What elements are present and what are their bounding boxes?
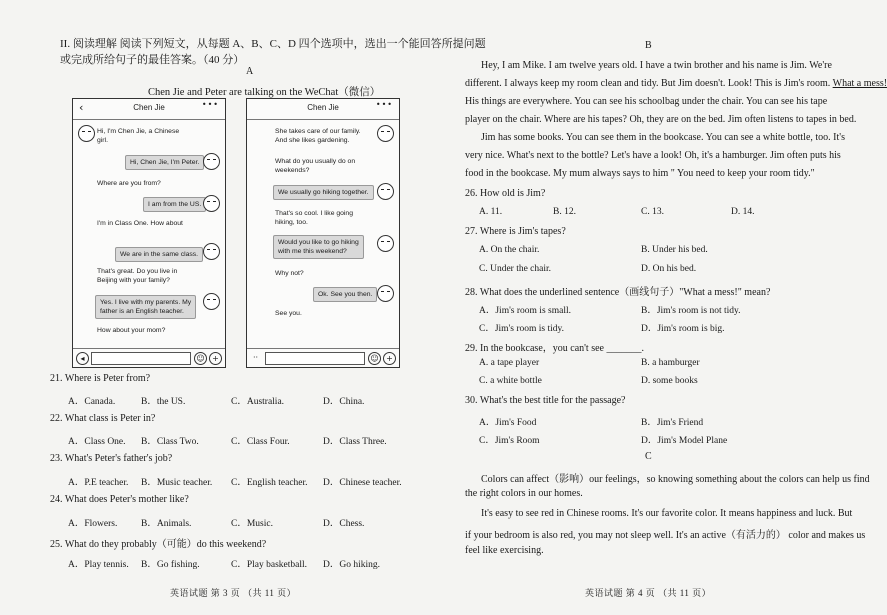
section-a-heading: A <box>246 66 254 77</box>
option-b: B．Jim's Friend <box>641 418 704 428</box>
option-d: D. On his bed. <box>641 264 697 274</box>
question-24: 24. What does Peter's mother like? <box>50 494 189 505</box>
option-d: D. some books <box>641 376 698 386</box>
option-c: C．Australia. <box>231 397 285 407</box>
instruction-line-2: 或完成所给句子的最佳答案。（40 分） <box>60 54 245 66</box>
option-b: B. 12. <box>553 207 576 217</box>
phone-1-input-bar <box>73 348 225 367</box>
phone-2-header <box>247 99 399 120</box>
option-a: A．Flowers. <box>68 519 118 529</box>
option-d: D．Chess. <box>323 519 365 529</box>
question-30: 30. What's the best title for the passage? <box>465 395 626 406</box>
voice-icon[interactable]: ◂ <box>76 352 89 365</box>
option-a: A．Play tennis. <box>68 560 129 570</box>
option-c: C. 13. <box>641 207 664 217</box>
page-footer-4: 英语试题 第 4 页 （共 11 页） <box>585 588 712 598</box>
option-d: D．Chinese teacher. <box>323 478 402 488</box>
question-29: 29. In the bookcase，you can't see _______. <box>465 343 644 354</box>
instruction-line-1: II. 阅读理解 阅读下列短文，从每题 A、B、C、D 四个选项中，选出一个能回答所提问题 <box>60 38 486 50</box>
contact-name: Chen Jie <box>307 103 339 112</box>
option-a: A．Canada. <box>68 397 116 407</box>
option-d: D．Go hiking. <box>323 560 381 570</box>
option-a: A．Jim's room is small. <box>479 306 571 316</box>
avatar-icon <box>203 153 220 170</box>
avatar-icon <box>377 183 394 200</box>
message-input[interactable] <box>91 352 191 365</box>
chat-title: Chen Jie and Peter are talking on the WeChat（微信） <box>148 87 381 98</box>
option-d: D．Jim's room is big. <box>641 324 725 334</box>
message-input[interactable] <box>265 352 365 365</box>
chat-message: What do you usually do on weekends? <box>275 158 356 174</box>
question-27: 27. Where is Jim's tapes? <box>465 226 566 237</box>
chat-bubble: Hi, Chen Jie, I'm Peter. <box>125 155 204 170</box>
passage-b-line <box>465 78 887 89</box>
option-c: C. Under the chair. <box>479 264 552 274</box>
passage-b-line: player on the chair. Where are his tapes? Oh, they are on the bed. Jim often listens to tapes in bed. <box>465 114 857 125</box>
option-b: B．Music teacher. <box>141 478 213 488</box>
add-icon[interactable]: + <box>209 352 222 365</box>
option-a: A．Class One. <box>68 437 126 447</box>
chat-message: Where are you from? <box>97 180 161 187</box>
avatar-icon <box>203 195 220 212</box>
emoji-icon[interactable]: ☺ <box>194 352 207 365</box>
phone-2-input-bar <box>247 348 399 367</box>
add-icon[interactable]: + <box>383 352 396 365</box>
avatar-icon <box>203 293 220 310</box>
option-c: C．English teacher. <box>231 478 308 488</box>
passage-b-line: His things are everywhere. You can see his schoolbag under the chair. You can see his tape <box>465 96 828 107</box>
option-b: B．Go fishing. <box>141 560 200 570</box>
avatar-icon <box>78 125 95 142</box>
page-footer-3: 英语试题 第 3 页 （共 11 页） <box>170 588 297 598</box>
avatar-icon <box>377 285 394 302</box>
passage-c-line: Colors can affect（影响）our feelings，so knowing something about the colors can help us find <box>481 474 870 485</box>
avatar-icon <box>377 125 394 142</box>
phone-1-header <box>73 99 225 120</box>
section-c-heading: C <box>645 451 652 462</box>
option-d: D．Jim's Model Plane <box>641 436 728 446</box>
option-b: B．Jim's room is not tidy. <box>641 306 741 316</box>
dots-icon[interactable]: ·· <box>252 353 259 362</box>
phone-chat-1 <box>72 98 226 368</box>
passage-b-line: Hey, I am Mike. I am twelve years old. I have a twin brother and his name is Jim. We're <box>481 60 832 71</box>
option-a: A. a tape player <box>479 358 540 368</box>
option-c: C. a white bottle <box>479 376 542 386</box>
question-28: 28. What does the underlined sentence（画线句子）"What a mess!" mean? <box>465 287 771 298</box>
option-b: B．Animals. <box>141 519 192 529</box>
passage-b-line-text: different. I always keep my room clean and tidy. But Jim doesn't. Look! This is Jim's room. <box>465 78 831 89</box>
chat-message: I'm in Class One. How about <box>97 220 183 227</box>
passage-b-line: very nice. What's next to the bottle? Let's have a look! Oh, it's a hamburger. Jim often puts his <box>465 150 841 161</box>
option-d: D. 14. <box>731 207 755 217</box>
chat-bubble: I am from the US. <box>143 197 206 212</box>
question-21: 21. Where is Peter from? <box>50 373 151 384</box>
passage-c-line: feel like exercising. <box>465 545 544 556</box>
option-d: D．Class Three. <box>323 437 387 447</box>
chat-message: How about your mom? <box>97 327 166 334</box>
chat-message: Why not? <box>275 270 304 277</box>
option-c: C．Play basketball. <box>231 560 307 570</box>
option-d: D．China. <box>323 397 365 407</box>
option-c: C．Jim's Room <box>479 436 540 446</box>
chat-bubble: Yes. I live with my parents. My father is an English teacher. <box>95 295 196 319</box>
chat-message: That's so cool. I like going hiking, too. <box>275 210 353 226</box>
question-26: 26. How old is Jim? <box>465 188 546 199</box>
chat-message: Hi, I'm Chen Jie, a Chinese girl. <box>97 128 180 144</box>
option-b: B. Under his bed. <box>641 245 708 255</box>
back-icon[interactable]: ‹ <box>79 101 84 114</box>
more-icon[interactable]: ••• <box>375 100 393 109</box>
chat-message: See you. <box>275 310 302 317</box>
contact-name: Chen Jie <box>133 103 165 112</box>
passage-c-line: if your bedroom is also red, you may not sleep well. It's an active（有活力的） color and makes us <box>465 530 866 541</box>
right-page <box>445 0 887 615</box>
option-c: C．Music. <box>231 519 273 529</box>
chat-bubble: Would you like to go hiking with me this weekend? <box>273 235 364 259</box>
avatar-icon <box>203 243 220 260</box>
question-22: 22. What class is Peter in? <box>50 413 156 424</box>
phone-chat-2 <box>246 98 400 368</box>
option-c: C．Jim's room is tidy. <box>479 324 565 334</box>
option-b: B. a hamburger <box>641 358 700 368</box>
question-25: 25. What do they probably（可能）do this weekend? <box>50 539 267 550</box>
underlined-sentence: What a mess! <box>832 78 887 89</box>
passage-c-line: It's easy to see red in Chinese rooms. It's our favorite color. It means happiness and luck. But <box>481 508 853 519</box>
chat-bubble: Ok. See you then. <box>313 287 377 302</box>
question-23: 23. What's Peter's father's job? <box>50 453 173 464</box>
passage-b-line: Jim has some books. You can see them in the bookcase. You can see a white bottle, too. It's <box>481 132 845 143</box>
option-c: C．Class Four. <box>231 437 290 447</box>
option-a: A. 11. <box>479 207 503 217</box>
passage-b-line: food in the bookcase. My mum always says to him " You need to keep your room tidy." <box>465 168 815 179</box>
passage-c-line: the right colors in our homes. <box>465 488 583 499</box>
chat-message: She takes care of our family. And she likes gardening. <box>275 128 361 144</box>
option-a: A. On the chair. <box>479 245 540 255</box>
option-b: B．the US. <box>141 397 186 407</box>
chat-message: That's great. Do you live in Beijing with your family? <box>97 268 178 284</box>
chat-bubble: We are in the same class. <box>115 247 203 262</box>
more-icon[interactable]: ••• <box>201 100 219 109</box>
emoji-icon[interactable]: ☺ <box>368 352 381 365</box>
section-b-heading: B <box>645 40 652 51</box>
avatar-icon <box>377 235 394 252</box>
option-a: A．P.E teacher. <box>68 478 129 488</box>
option-a: A．Jim's Food <box>479 418 537 428</box>
chat-bubble: We usually go hiking together. <box>273 185 374 200</box>
option-b: B．Class Two. <box>141 437 199 447</box>
